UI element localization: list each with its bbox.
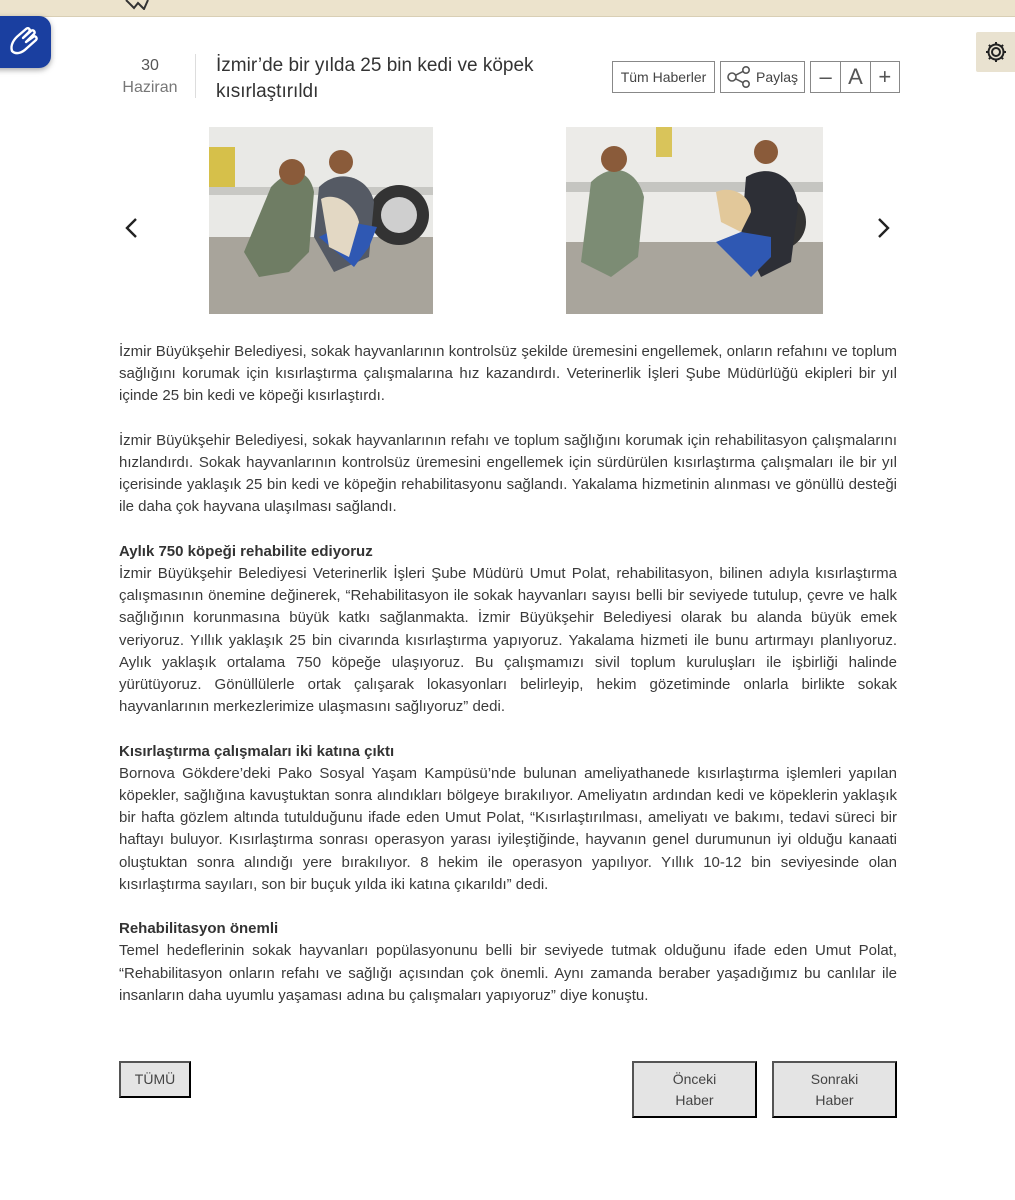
next-news-line1: Sonraki	[810, 1070, 859, 1087]
gallery-photo[interactable]	[566, 127, 823, 314]
previous-news-label	[673, 1069, 717, 1111]
font-reset-button[interactable]: A	[840, 62, 869, 92]
section-heading: Aylık 750 köpeği rehabilite ediyoruz	[119, 542, 373, 560]
section-heading: Kısırlaştırma çalışmaları iki katına çıktı	[119, 742, 395, 760]
date-divider	[195, 54, 196, 98]
share-label: Paylaş	[755, 69, 799, 85]
hand-accessibility-icon	[6, 25, 40, 59]
accessibility-button[interactable]	[0, 16, 51, 68]
gear-icon	[984, 40, 1008, 64]
font-size-controls	[810, 61, 900, 93]
gallery-prev-button[interactable]	[121, 212, 141, 244]
article-date	[119, 55, 181, 99]
font-increase-button[interactable]: +	[870, 62, 899, 92]
article-paragraph: İzmir Büyükşehir Belediyesi, sokak hayvanlarının refahı ve toplum sağlığını korumak için rehabilitasyon çalışmalarını hızlandırdı. Sokak hayvanlarının kontrolsüz üremesini engellemek için sürdürülen kısırlaştırma çalışmaları ile bir yıl içerisinde yaklaşık 25 bin kedi ve köpeğin rehabilitasyonu sağlandı. Yakalama hizmetinin alınması ve gönüllü desteği ile daha çok hayvana ulaşılması sağlandı.	[119, 431, 897, 516]
section-heading: Rehabilitasyon önemli	[119, 920, 279, 938]
previous-news-button[interactable]	[632, 1061, 757, 1118]
date-month: Haziran	[122, 79, 178, 96]
chevron-left-icon	[124, 217, 138, 239]
chevron-right-icon	[877, 217, 891, 239]
top-header-band	[0, 0, 1015, 17]
share-button[interactable]	[720, 61, 805, 93]
gallery-next-button[interactable]	[874, 212, 894, 244]
article-paragraph: İzmir Büyükşehir Belediyesi, sokak hayvanlarının kontrolsüz şekilde üremesini engellemek, onların refahını ve toplum sağlığını korumak için kısırlaştırma çalışmalarına hız kazandırdı. Veterinerlik İşleri Şube Müdürlüğü ekipleri bir yıl içinde 25 bin kedi ve köpeği kısırlaştırdı.	[119, 343, 897, 405]
gallery-photo[interactable]	[209, 127, 433, 314]
section-paragraph: Temel hedeflerinin sokak hayvanları popülasyonunu belli bir seviyede tutmak olduğunu ifade eden Umut Polat, “Rehabilitasyon onların refahı ve sağlığı açısından çok önemli. Aynı zamanda beraber yaşadığımız bu canlılar ile insanların daha uyumlu yaşaması adına bu çalışmaları yapıyoruz” diye konuştu.	[119, 942, 897, 1004]
settings-button[interactable]	[976, 32, 1015, 72]
all-button[interactable]: TÜMÜ	[119, 1061, 191, 1098]
section-paragraph: Bornova Gökdere’deki Pako Sosyal Yaşam Kampüsü’nde bulunan ameliyathanede kısırlaştırma işlemleri yapılan köpekler, sağlığına kavuştuktan sonra alındıkları bölgeye bırakılıyor. Ameliyatın ardından kedi ve köpeklerin yaklaşık bir hafta gözlem altında tutulduğunu ifade eden Umut Polat, “Kısırlaştırılması, ameliyatı ve bakımı, tedavi süreci bir haftayı buluyor. Kısırlaştırma sonrası operasyon yarası iyileştiğinde, hayvanın genel durumunun iyi olduğu kanaati oluştuktan sonra alındığı yere bırakılıyor. 8 hekim ile operasyon yapılıyor. Yıllık 10-12 bin seviyesinde olan kısırlaştırma sayıları, son bir buçuk yılda iki katına çıkarıldı” dedi.	[119, 764, 897, 893]
share-icon	[727, 66, 751, 88]
next-news-label	[811, 1069, 858, 1111]
font-decrease-button[interactable]: –	[819, 64, 832, 89]
next-news-line2: Haber	[815, 1091, 854, 1108]
site-logo-icon[interactable]	[124, 0, 158, 10]
article-title: İzmir’de bir yılda 25 bin kedi ve köpek kısırlaştırıldı	[216, 55, 534, 102]
all-news-button[interactable]: Tüm Haberler	[612, 61, 715, 93]
date-day: 30	[141, 57, 159, 74]
photo-image	[209, 127, 433, 314]
photo-image	[566, 127, 823, 314]
section-paragraph: İzmir Büyükşehir Belediyesi Veterinerlik İşleri Şube Müdürü Umut Polat, rehabilitasyon, bilinen adıyla kısırlaştırma çalışmasının önemine değinerek, “Rehabilitasyon ile sokak hayvanları sayısı belli bir seviyede tutulup, çevre ve halk sağlığının korunmasına büyük katkı sağlanmakta. İzmir Büyükşehir Belediyesi olarak bu alanda büyük emek veriyoruz. Yıllık yaklaşık 25 bin civarında kısırlaştırma yapıyoruz. Yakalama hizmeti ile bunu artırmayı planlıyoruz. Aylık yaklaşık ortalama 750 köpeğe ulaşıyoruz. Bu çalışmamızı sivil toplum kuruluşları ile işbirliği halinde yürütüyoruz. Gönüllülerle ortak çalışarak lokasyonları belirleyip, hekim gözetiminde onlarla birlikte sokak hayvanlarının merkezlerimize ulaşmasını sağlıyoruz” dedi.	[119, 565, 897, 716]
previous-news-line1: Önceki	[672, 1070, 717, 1087]
previous-news-line2: Haber	[675, 1091, 714, 1108]
next-news-button[interactable]	[772, 1061, 897, 1118]
article-body	[119, 341, 897, 1029]
